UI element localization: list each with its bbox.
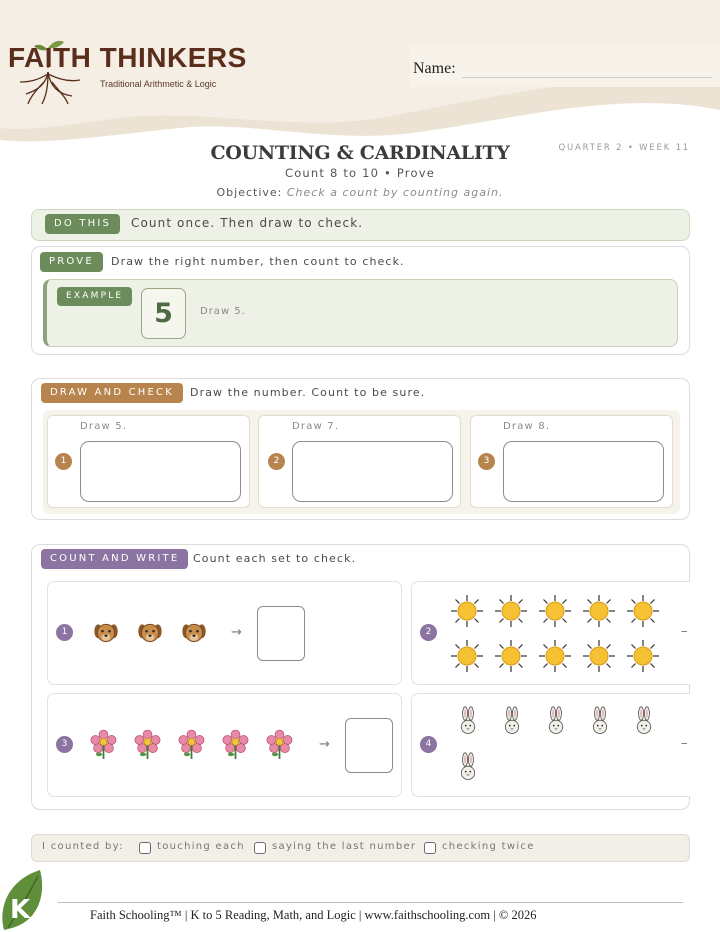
prove-text: Draw the right number, then count to check. bbox=[111, 255, 405, 268]
draw-number-3: 3 bbox=[478, 453, 495, 470]
option-touching-each: touching each bbox=[157, 841, 245, 852]
dog-icon bbox=[137, 620, 163, 646]
arrow-icon: → bbox=[231, 625, 242, 640]
footer-credit: Faith Schooling™ | K to 5 Reading, Math, and Logic | www.faithschooling.com | © 2026 bbox=[90, 908, 537, 922]
sun-icon bbox=[538, 594, 572, 628]
draw-label-1: Draw 5. bbox=[80, 421, 128, 432]
count-number-1: 1 bbox=[56, 624, 73, 641]
counted-by-label: I counted by: bbox=[42, 841, 124, 852]
do-this-tag: DO THIS bbox=[45, 214, 120, 234]
sun-icon bbox=[494, 639, 528, 673]
quarter-week-label: QUARTER 2 • WEEK 11 bbox=[558, 143, 690, 153]
page-title: COUNTING & CARDINALITY bbox=[210, 142, 510, 164]
prove-tag: PROVE bbox=[40, 252, 103, 272]
checkbox-checking-twice[interactable] bbox=[424, 842, 436, 854]
example-box bbox=[43, 279, 678, 347]
count-and-write-text: Count each set to check. bbox=[193, 552, 357, 565]
dog-icon bbox=[181, 620, 207, 646]
checkbox-touching-each[interactable] bbox=[139, 842, 151, 854]
count-number-4: 4 bbox=[420, 736, 437, 753]
dash-mark: – bbox=[681, 736, 688, 751]
draw-box-3[interactable] bbox=[503, 441, 664, 502]
answer-box-3[interactable] bbox=[345, 718, 393, 773]
name-field[interactable] bbox=[462, 77, 712, 78]
sun-icon bbox=[626, 594, 660, 628]
do-this-text: Count once. Then draw to check. bbox=[131, 216, 364, 230]
count-number-3: 3 bbox=[56, 736, 73, 753]
flower-icon bbox=[178, 729, 205, 760]
footer-rule bbox=[58, 902, 683, 903]
leaf-logo-icon bbox=[0, 868, 52, 932]
logo-subtitle: Traditional Arithmetic & Logic bbox=[100, 79, 217, 89]
answer-box-1[interactable] bbox=[257, 606, 305, 661]
draw-label-3: Draw 8. bbox=[503, 421, 551, 432]
objective-text: Check a count by counting again. bbox=[286, 186, 504, 199]
count-and-write-tag: COUNT AND WRITE bbox=[41, 549, 188, 569]
page-subtitle: Count 8 to 10 • Prove bbox=[284, 166, 436, 180]
bunny-icon bbox=[502, 705, 522, 737]
draw-box-2[interactable] bbox=[292, 441, 453, 502]
logo-title: FAITH THINKERS bbox=[8, 42, 247, 73]
sun-icon bbox=[582, 639, 616, 673]
sun-icon bbox=[582, 594, 616, 628]
dog-icon bbox=[93, 620, 119, 646]
example-text: Draw 5. bbox=[200, 306, 246, 317]
objective-label: Objective: bbox=[216, 186, 283, 199]
flower-icon bbox=[134, 729, 161, 760]
sun-icon bbox=[494, 594, 528, 628]
sun-icon bbox=[538, 639, 572, 673]
draw-number-1: 1 bbox=[55, 453, 72, 470]
draw-and-check-text: Draw the number. Count to be sure. bbox=[190, 386, 426, 399]
bunny-icon bbox=[546, 705, 566, 737]
sun-icon bbox=[450, 594, 484, 628]
option-checking-twice: checking twice bbox=[442, 841, 535, 852]
sun-icon bbox=[626, 639, 660, 673]
flower-icon bbox=[266, 729, 293, 760]
count-number-2: 2 bbox=[420, 624, 437, 641]
option-saying-last-number: saying the last number bbox=[272, 841, 417, 852]
example-number: 5 bbox=[141, 288, 186, 339]
arrow-icon: → bbox=[319, 737, 330, 752]
checkbox-saying-last-number[interactable] bbox=[254, 842, 266, 854]
dash-mark: – bbox=[681, 624, 688, 639]
flower-icon bbox=[222, 729, 249, 760]
draw-label-2: Draw 7. bbox=[292, 421, 340, 432]
draw-and-check-tag: DRAW AND CHECK bbox=[41, 383, 183, 403]
name-label: Name: bbox=[413, 60, 456, 77]
bunny-icon bbox=[458, 751, 478, 783]
sun-icon bbox=[450, 639, 484, 673]
draw-number-2: 2 bbox=[268, 453, 285, 470]
leaf-letter: K bbox=[10, 895, 31, 925]
flower-icon bbox=[90, 729, 117, 760]
faith-thinkers-logo bbox=[8, 38, 248, 108]
bunny-icon bbox=[590, 705, 610, 737]
bunny-icon bbox=[634, 705, 654, 737]
example-tag: EXAMPLE bbox=[57, 287, 132, 306]
bunny-icon bbox=[458, 705, 478, 737]
objective bbox=[160, 186, 560, 199]
draw-box-1[interactable] bbox=[80, 441, 241, 502]
